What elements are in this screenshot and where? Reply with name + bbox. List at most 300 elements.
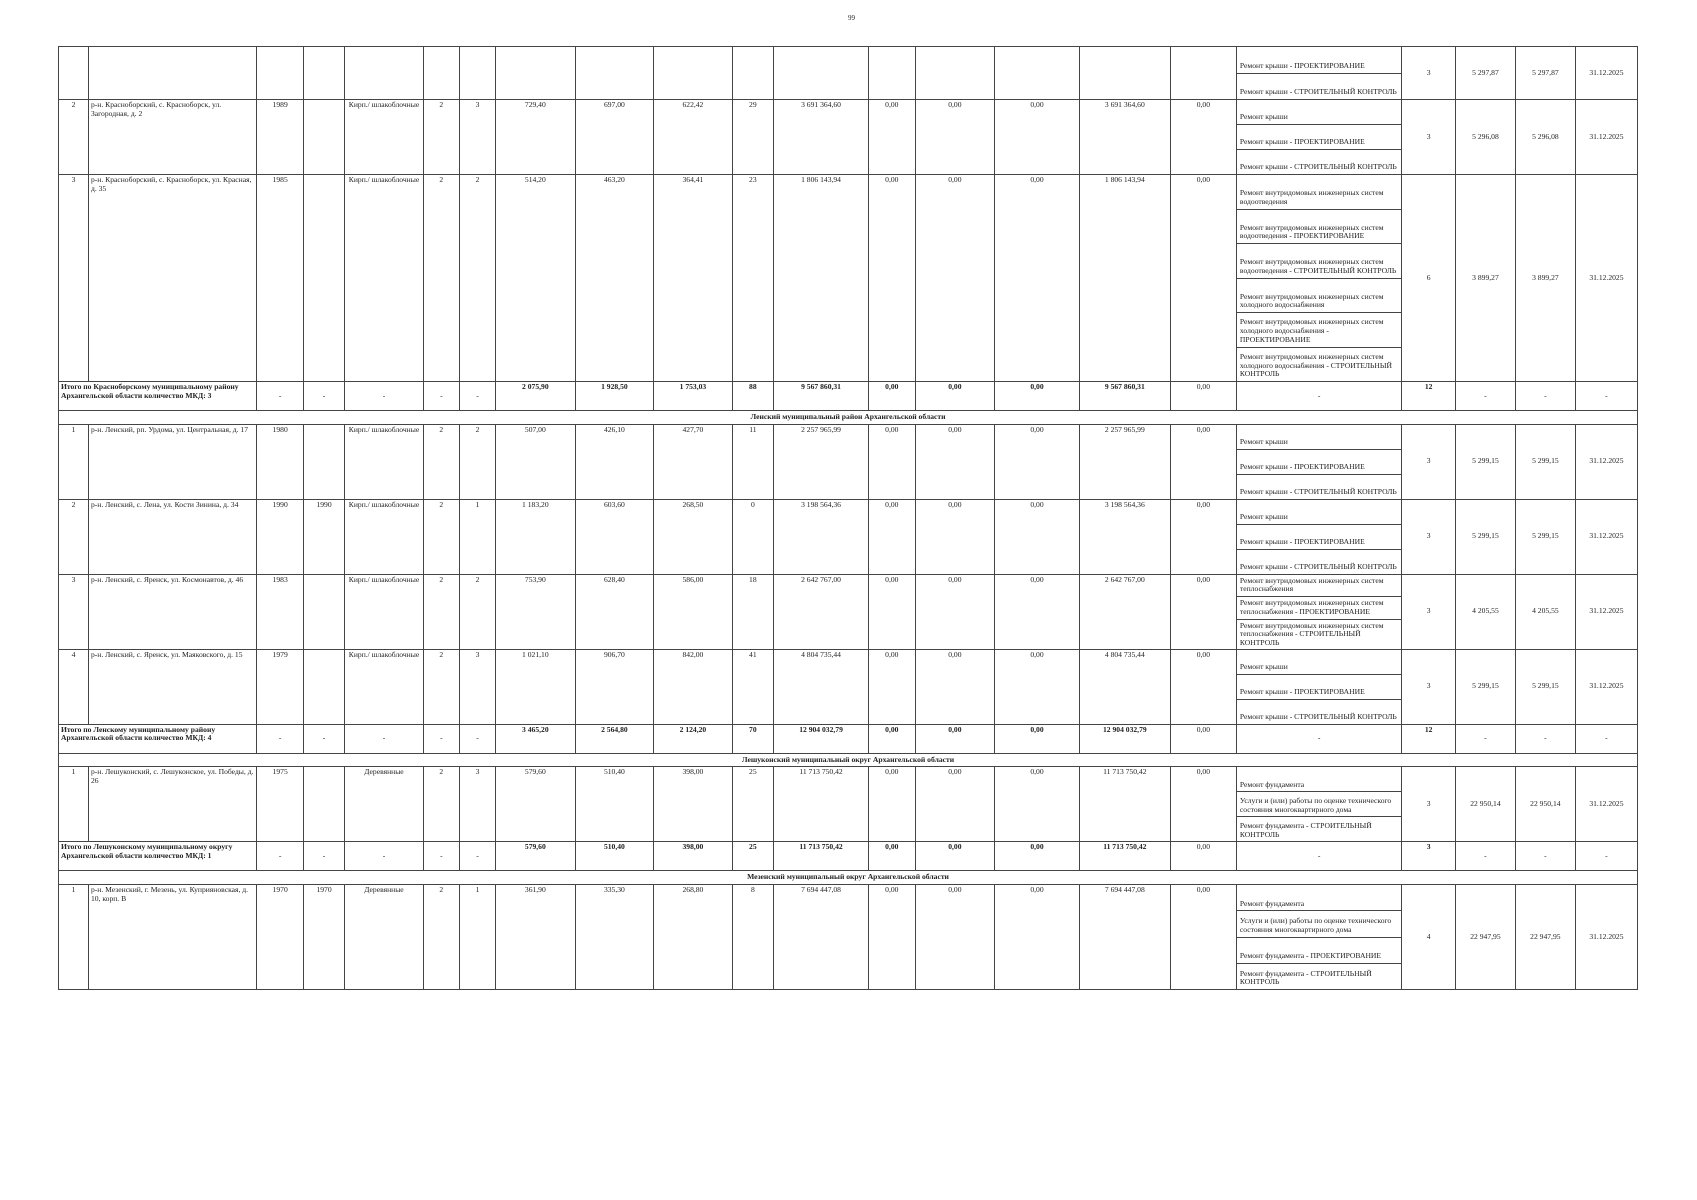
works-cell [1236,649,1401,724]
total-area: 729,40 [496,100,576,175]
unit-cost: 3 899,27 [1455,175,1515,382]
work-count: 3 [1402,100,1456,175]
empty-cell [303,47,344,100]
entrances: 3 [459,100,495,175]
work-item: Ремонт внутридомовых инженерных систем водоотведения - СТРОИТЕЛЬНЫЙ КОНТРОЛЬ [1237,244,1401,279]
dash-works: - [1236,842,1401,871]
dash-completion-date: - [1575,382,1637,411]
address: р-н. Мезенский, г. Мезень, ул. Куприяновская, д. 10, корп. В [88,885,256,990]
fund-federal: 0,00 [869,724,916,753]
dash-unit-cost: - [1455,382,1515,411]
commission-year: 1970 [303,885,344,990]
premises-area: 697,00 [575,100,654,175]
completion-date: 31.12.2025 [1575,649,1637,724]
premises-area: 510,40 [575,767,654,842]
work-item: Ремонт крыши - СТРОИТЕЛЬНЫЙ КОНТРОЛЬ [1239,712,1397,721]
total-cost: 2 257 965,99 [774,424,869,499]
entrances: 2 [459,424,495,499]
entrances: 2 [459,574,495,649]
work-item: Ремонт крыши - ПРОЕКТИРОВАНИЕ [1237,47,1401,74]
total-cost: 9 567 860,31 [774,382,869,411]
work-item: Ремонт фундамента - ПРОЕКТИРОВАНИЕ [1237,938,1401,964]
dash-completion-date: - [1575,842,1637,871]
residential-area: 2 124,20 [654,724,733,753]
build-year: 1979 [257,649,304,724]
completion-date: 31.12.2025 [1575,885,1637,990]
total-cost: 4 804 735,44 [774,649,869,724]
fund-owners: 4 804 735,44 [1079,649,1170,724]
work-item: Ремонт крыши - ПРОЕКТИРОВАНИЕ [1237,525,1401,550]
residents: 23 [732,175,773,382]
build-year: 1980 [257,424,304,499]
total-cost: 11 713 750,42 [774,842,869,871]
residents: 0 [732,499,773,574]
fund-local: 0,00 [995,885,1080,990]
fund-other: 0,00 [1170,382,1236,411]
fund-other: 0,00 [1170,767,1236,842]
works-cell [1236,885,1401,990]
entrances: 3 [459,649,495,724]
section-title: Ленский муниципальный район Архангельской области [59,411,1638,425]
unit-cost-limit: 5 299,15 [1515,649,1575,724]
dash-build-year: - [257,382,304,411]
unit-cost: 5 299,15 [1455,499,1515,574]
floors: 2 [423,574,459,649]
address: р-н. Красноборский, с. Красноборск, ул. Красная, д. 35 [88,175,256,382]
residential-area: 586,00 [654,574,733,649]
build-year: 1989 [257,100,304,175]
work-count: 3 [1402,424,1456,499]
work-item: Ремонт внутридомовых инженерных систем теплоснабжения - ПРОЕКТИРОВАНИЕ [1237,597,1401,619]
premises-area: 906,70 [575,649,654,724]
work-item: Ремонт крыши - ПРОЕКТИРОВАНИЕ [1237,675,1401,700]
premises-area: 628,40 [575,574,654,649]
fund-federal: 0,00 [869,424,916,499]
work-item: Ремонт внутридомовых инженерных систем водоотведения - ПРОЕКТИРОВАНИЕ [1237,210,1401,245]
work-item: Ремонт крыши [1237,500,1401,525]
works-cell [1236,175,1401,382]
entrances: 2 [459,175,495,382]
work-item: Ремонт фундамента [1237,885,1401,911]
total-cost: 12 904 032,79 [774,724,869,753]
works-cell [1236,767,1401,842]
floors: 2 [423,885,459,990]
empty-cell [575,47,654,100]
total-area: 753,90 [496,574,576,649]
fund-local: 0,00 [995,767,1080,842]
total-label: Итого по Ленскому муниципальному району Архангельской области количество МКД: 4 [59,724,257,753]
completion-date: 31.12.2025 [1575,767,1637,842]
empty-cell [257,47,304,100]
premises-area: 603,60 [575,499,654,574]
commission-year [303,100,344,175]
dash-build-year: - [257,842,304,871]
total-cost: 2 642 767,00 [774,574,869,649]
build-year: 1990 [257,499,304,574]
commission-year [303,767,344,842]
total-area: 507,00 [496,424,576,499]
work-item: Ремонт крыши [1237,425,1401,450]
total-row [59,724,1638,753]
dash-floors: - [423,842,459,871]
floors: 2 [423,175,459,382]
dash-works: - [1236,382,1401,411]
dash-entrances: - [459,842,495,871]
dash-floors: - [423,382,459,411]
work-item: Ремонт крыши - ПРОЕКТИРОВАНИЕ [1237,125,1401,150]
residential-area: 398,00 [654,842,733,871]
work-count: 3 [1402,767,1456,842]
fund-regional: 0,00 [915,100,995,175]
dash-commission-year: - [303,724,344,753]
row-number: 4 [59,649,89,724]
total-cost: 7 694 447,08 [774,885,869,990]
total-cost: 3 198 564,36 [774,499,869,574]
housing-repair-table [58,46,1638,990]
commission-year [303,649,344,724]
fund-federal: 0,00 [869,499,916,574]
work-item: Услуги и (или) работы по оценке технического состояния многоквартирного дома [1237,911,1401,937]
work-count: 3 [1402,499,1456,574]
dash-floors: - [423,724,459,753]
fund-other: 0,00 [1170,499,1236,574]
work-item: Ремонт внутридомовых инженерных систем теплоснабжения - СТРОИТЕЛЬНЫЙ КОНТРОЛЬ [1239,620,1384,648]
wall-material: Деревянные [345,767,424,842]
dash-wall-material: - [345,842,424,871]
works-cell [1236,424,1401,499]
dash-unit-cost-limit: - [1515,382,1575,411]
unit-cost: 5 299,15 [1455,424,1515,499]
total-area: 514,20 [496,175,576,382]
empty-cell [915,47,995,100]
total-area: 3 465,20 [496,724,576,753]
works-cell [1236,47,1401,100]
unit-cost: 22 947,95 [1455,885,1515,990]
wall-material: Кирп./ шлакоблочные [345,424,424,499]
unit-cost: 4 205,55 [1455,574,1515,649]
row-number: 1 [59,885,89,990]
empty-cell [423,47,459,100]
fund-local: 0,00 [995,175,1080,382]
total-label: Итого по Красноборскому муниципальному району Архангельской области количество МКД: 3 [59,382,257,411]
fund-regional: 0,00 [915,842,995,871]
unit-cost-limit: 5 299,15 [1515,499,1575,574]
floors: 2 [423,649,459,724]
work-item: Ремонт крыши - СТРОИТЕЛЬНЫЙ КОНТРОЛЬ [1239,562,1397,571]
premises-area: 510,40 [575,842,654,871]
section-header-row [59,753,1638,767]
total-row [59,382,1638,411]
work-count: 3 [1402,842,1456,871]
work-count: 6 [1402,175,1456,382]
work-item: Ремонт крыши - СТРОИТЕЛЬНЫЙ КОНТРОЛЬ [1239,162,1397,172]
fund-other: 0,00 [1170,649,1236,724]
fund-owners: 3 198 564,36 [1079,499,1170,574]
residential-area: 268,50 [654,499,733,574]
fund-owners: 11 713 750,42 [1079,767,1170,842]
unit-cost: 5 296,08 [1455,100,1515,175]
table-row [59,574,1638,649]
residential-area: 268,80 [654,885,733,990]
fund-federal: 0,00 [869,885,916,990]
work-item: Ремонт фундамента [1237,767,1401,792]
total-area: 1 021,10 [496,649,576,724]
residential-area: 842,00 [654,649,733,724]
fund-regional: 0,00 [915,649,995,724]
empty-cell [496,47,576,100]
commission-year: 1990 [303,499,344,574]
completion-date: 31.12.2025 [1575,100,1637,175]
fund-regional: 0,00 [915,724,995,753]
fund-other: 0,00 [1170,842,1236,871]
unit-cost-limit: 22 947,95 [1515,885,1575,990]
fund-local: 0,00 [995,424,1080,499]
premises-area: 335,30 [575,885,654,990]
fund-owners: 9 567 860,31 [1079,382,1170,411]
dash-unit-cost: - [1455,724,1515,753]
residents: 25 [732,767,773,842]
address: р-н. Ленский, с. Лена, ул. Кости Зинина, д. 34 [88,499,256,574]
residents: 29 [732,100,773,175]
total-label: Итого по Лешуконскому муниципальному округу Архангельской области количество МКД: 1 [59,842,257,871]
work-item: Ремонт крыши [1237,100,1401,125]
fund-other: 0,00 [1170,424,1236,499]
residential-area: 1 753,03 [654,382,733,411]
fund-local: 0,00 [995,649,1080,724]
total-area: 1 183,20 [496,499,576,574]
dash-commission-year: - [303,382,344,411]
work-item: Ремонт крыши [1237,650,1401,675]
wall-material: Кирп./ шлакоблочные [345,499,424,574]
empty-cell [59,47,89,100]
work-count: 4 [1402,885,1456,990]
total-area: 579,60 [496,842,576,871]
fund-regional: 0,00 [915,382,995,411]
work-item: Услуги и (или) работы по оценке технического состояния многоквартирного дома [1237,792,1401,817]
empty-cell [88,47,256,100]
table-row [59,175,1638,382]
entrances: 3 [459,767,495,842]
completion-date: 31.12.2025 [1575,424,1637,499]
floors: 2 [423,499,459,574]
address: р-н. Ленский, с. Яренск, ул. Космонавтов, д. 46 [88,574,256,649]
completion-date: 31.12.2025 [1575,499,1637,574]
dash-unit-cost-limit: - [1515,724,1575,753]
residential-area: 364,41 [654,175,733,382]
floors: 2 [423,424,459,499]
premises-area: 463,20 [575,175,654,382]
row-number: 3 [59,175,89,382]
work-count: 12 [1402,724,1456,753]
dash-unit-cost-limit: - [1515,842,1575,871]
empty-cell [654,47,733,100]
entrances: 1 [459,885,495,990]
work-count: 3 [1402,574,1456,649]
floors: 2 [423,100,459,175]
fund-other: 0,00 [1170,724,1236,753]
table-row [59,767,1638,842]
unit-cost-limit: 4 205,55 [1515,574,1575,649]
fund-local: 0,00 [995,842,1080,871]
work-item: Ремонт внутридомовых инженерных систем холодного водоснабжения - СТРОИТЕЛЬНЫЙ КОНТРОЛЬ [1239,351,1393,379]
residential-area: 622,42 [654,100,733,175]
fund-owners: 1 806 143,94 [1079,175,1170,382]
empty-cell [995,47,1080,100]
fund-regional: 0,00 [915,499,995,574]
residential-area: 427,70 [654,424,733,499]
residents: 88 [732,382,773,411]
unit-cost-limit: 5 296,08 [1515,100,1575,175]
build-year: 1985 [257,175,304,382]
address: р-н. Ленский, с. Яренск, ул. Маяковского, д. 15 [88,649,256,724]
table-row [59,424,1638,499]
fund-federal: 0,00 [869,842,916,871]
work-item: Ремонт внутридомовых инженерных систем холодного водоснабжения - ПРОЕКТИРОВАНИЕ [1237,313,1401,348]
table-row [59,649,1638,724]
build-year: 1983 [257,574,304,649]
commission-year [303,424,344,499]
section-title: Мезенский муниципальный округ Архангельской области [59,871,1638,885]
wall-material: Кирп./ шлакоблочные [345,649,424,724]
fund-other: 0,00 [1170,574,1236,649]
premises-area: 2 564,80 [575,724,654,753]
row-number: 1 [59,424,89,499]
address: р-н. Ленский, рп. Урдома, ул. Центральная, д. 17 [88,424,256,499]
fund-federal: 0,00 [869,175,916,382]
table-row [59,499,1638,574]
wall-material: Кирп./ шлакоблочные [345,100,424,175]
empty-cell [774,47,869,100]
total-cost: 11 713 750,42 [774,767,869,842]
fund-regional: 0,00 [915,574,995,649]
work-item: Ремонт внутридомовых инженерных систем холодного водоснабжения [1237,279,1401,314]
work-item: Ремонт крыши - СТРОИТЕЛЬНЫЙ КОНТРОЛЬ [1239,487,1397,496]
empty-cell [869,47,916,100]
completion-date: 31.12.2025 [1575,175,1637,382]
dash-unit-cost: - [1455,842,1515,871]
premises-area: 1 928,50 [575,382,654,411]
unit-cost-limit: 5 299,15 [1515,424,1575,499]
unit-cost: 22 950,14 [1455,767,1515,842]
wall-material: Кирп./ шлакоблочные [345,175,424,382]
fund-local: 0,00 [995,499,1080,574]
residents: 11 [732,424,773,499]
residents: 25 [732,842,773,871]
fund-local: 0,00 [995,100,1080,175]
fund-owners: 12 904 032,79 [1079,724,1170,753]
residents: 70 [732,724,773,753]
unit-cost-limit: 22 950,14 [1515,767,1575,842]
row-number: 3 [59,574,89,649]
total-area: 2 075,90 [496,382,576,411]
residents: 41 [732,649,773,724]
floors: 2 [423,767,459,842]
unit-cost-limit: 5 297,87 [1515,47,1575,100]
residential-area: 398,00 [654,767,733,842]
work-item: Ремонт крыши - ПРОЕКТИРОВАНИЕ [1237,450,1401,475]
total-row [59,842,1638,871]
dash-wall-material: - [345,382,424,411]
fund-federal: 0,00 [869,100,916,175]
commission-year [303,175,344,382]
dash-wall-material: - [345,724,424,753]
completion-date: 31.12.2025 [1575,47,1637,100]
fund-regional: 0,00 [915,424,995,499]
table-row [59,885,1638,990]
fund-regional: 0,00 [915,175,995,382]
dash-works: - [1236,724,1401,753]
dash-build-year: - [257,724,304,753]
work-item: Ремонт внутридомовых инженерных систем теплоснабжения [1237,575,1401,597]
work-item: Ремонт внутридомовых инженерных систем водоотведения [1237,175,1401,210]
fund-local: 0,00 [995,574,1080,649]
address: р-н. Лешуконский, с. Лешуконское, ул. Победы, д. 26 [88,767,256,842]
fund-local: 0,00 [995,724,1080,753]
work-count: 3 [1402,47,1456,100]
wall-material: Деревянные [345,885,424,990]
residents: 8 [732,885,773,990]
fund-regional: 0,00 [915,885,995,990]
fund-federal: 0,00 [869,767,916,842]
total-area: 579,60 [496,767,576,842]
work-item: Ремонт фундамента - СТРОИТЕЛЬНЫЙ КОНТРОЛЬ [1239,968,1372,987]
fund-owners: 3 691 364,60 [1079,100,1170,175]
total-cost: 1 806 143,94 [774,175,869,382]
dash-entrances: - [459,382,495,411]
fund-owners: 2 257 965,99 [1079,424,1170,499]
dash-entrances: - [459,724,495,753]
premises-area: 426,10 [575,424,654,499]
row-number: 2 [59,499,89,574]
total-cost: 3 691 364,60 [774,100,869,175]
fund-other: 0,00 [1170,100,1236,175]
empty-cell [345,47,424,100]
empty-cell [1170,47,1236,100]
fund-other: 0,00 [1170,885,1236,990]
build-year: 1975 [257,767,304,842]
empty-cell [459,47,495,100]
work-count: 3 [1402,649,1456,724]
row-number: 1 [59,767,89,842]
dash-completion-date: - [1575,724,1637,753]
unit-cost-limit: 3 899,27 [1515,175,1575,382]
fund-federal: 0,00 [869,574,916,649]
wall-material: Кирп./ шлакоблочные [345,574,424,649]
empty-cell [732,47,773,100]
dash-commission-year: - [303,842,344,871]
unit-cost: 5 297,87 [1455,47,1515,100]
work-count: 12 [1402,382,1456,411]
total-area: 361,90 [496,885,576,990]
fund-owners: 2 642 767,00 [1079,574,1170,649]
unit-cost: 5 299,15 [1455,649,1515,724]
build-year: 1970 [257,885,304,990]
work-item: Ремонт фундамента - СТРОИТЕЛЬНЫЙ КОНТРОЛЬ [1239,821,1372,839]
section-header-row [59,411,1638,425]
works-cell [1236,100,1401,175]
section-title: Лешуконский муниципальный округ Архангельской области [59,753,1638,767]
commission-year [303,574,344,649]
table-row [59,100,1638,175]
entrances: 1 [459,499,495,574]
table-row [59,47,1638,100]
fund-local: 0,00 [995,382,1080,411]
fund-federal: 0,00 [869,649,916,724]
fund-owners: 11 713 750,42 [1079,842,1170,871]
residents: 18 [732,574,773,649]
address: р-н. Красноборский, с. Красноборск, ул. Загородная, д. 2 [88,100,256,175]
works-cell [1236,574,1401,649]
